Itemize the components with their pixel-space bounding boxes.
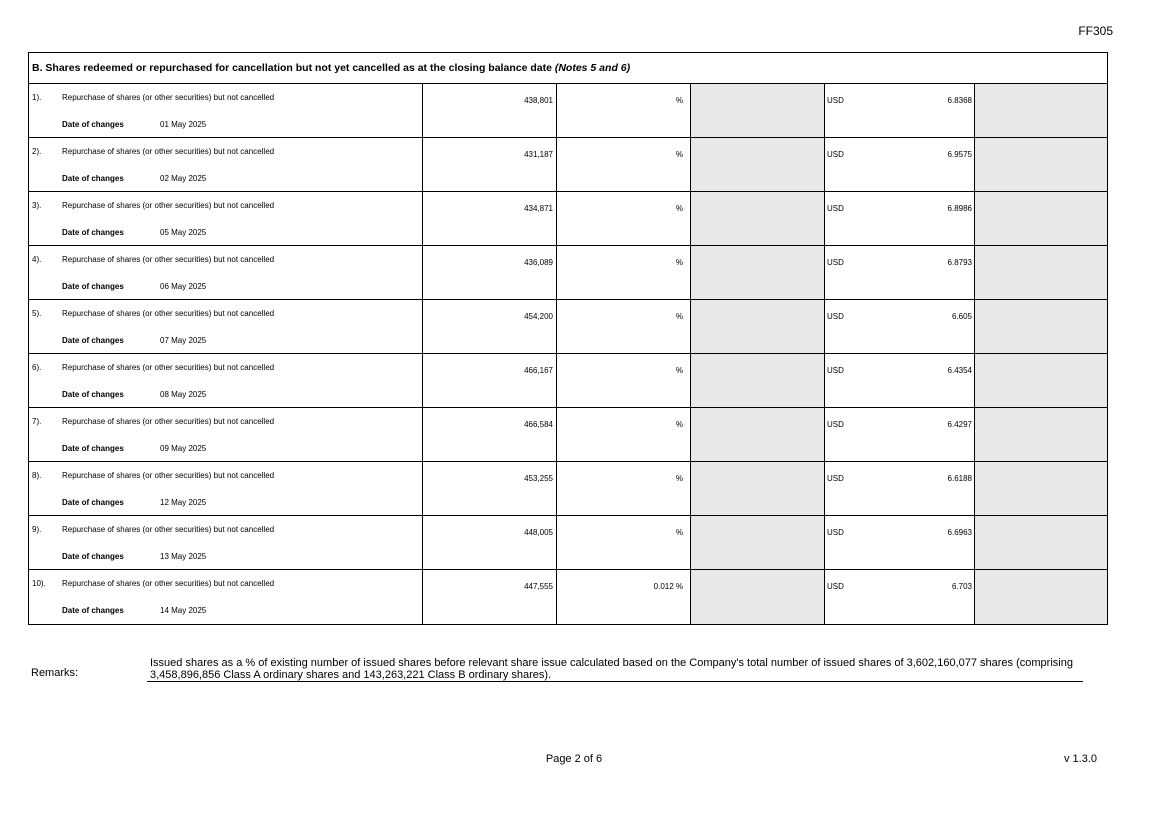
shares-value: 453,255 [524,474,553,483]
price-cell [825,570,975,624]
table-row [29,570,1107,624]
date-of-changes-value: 05 May 2025 [160,228,207,237]
description-cell [29,84,423,137]
table-row [29,84,1107,138]
currency-label: USD [827,204,844,213]
shaded-cell [691,84,825,137]
table-row [29,300,1107,354]
currency-label: USD [827,258,844,267]
date-of-changes-label: Date of changes [62,498,124,507]
price-value: 6.4354 [947,366,972,375]
shares-cell [423,570,557,624]
row-index: 8). [32,471,42,480]
description-cell [29,300,423,353]
row-description: Repurchase of shares (or other securities) but not cancelled [62,201,275,210]
shares-cell [423,408,557,461]
row-index: 7). [32,417,42,426]
percent-value: % [675,366,683,375]
description-cell [29,462,423,515]
price-cell [825,300,975,353]
table-row [29,354,1107,408]
percent-value: % [675,150,683,159]
date-of-changes-value: 09 May 2025 [160,444,207,453]
shares-value: 436,089 [524,258,553,267]
description-cell [29,138,423,191]
row-description: Repurchase of shares (or other securities) but not cancelled [62,309,275,318]
date-of-changes-label: Date of changes [62,120,124,129]
percent-cell [557,138,691,191]
price-value: 6.8986 [947,204,972,213]
date-of-changes-value: 13 May 2025 [160,552,207,561]
percent-value: % [675,474,683,483]
row-description: Repurchase of shares (or other securities) but not cancelled [62,471,275,480]
percent-cell [557,354,691,407]
row-description: Repurchase of shares (or other securities) but not cancelled [62,417,275,426]
section-title-notes: (Notes 5 and 6) [554,62,631,74]
shares-value: 448,005 [524,528,553,537]
date-of-changes-label: Date of changes [62,444,124,453]
shaded-cell [691,516,825,569]
percent-value: % [675,312,683,321]
form-code: FF305 [1078,24,1113,38]
percent-value: % [675,204,683,213]
price-value: 6.703 [951,582,972,591]
shares-cell [423,516,557,569]
shares-cell [423,192,557,245]
shaded-cell [975,246,1107,299]
shaded-cell [975,462,1107,515]
price-cell [825,138,975,191]
shaded-cell [975,84,1107,137]
price-value: 6.9575 [947,150,972,159]
section-title [29,53,1107,84]
shaded-cell [691,354,825,407]
shaded-cell [691,408,825,461]
description-cell [29,192,423,245]
row-description: Repurchase of shares (or other securities) but not cancelled [62,147,275,156]
price-cell [825,192,975,245]
price-value: 6.8368 [947,96,972,105]
row-index: 4). [32,255,42,264]
shaded-cell [975,300,1107,353]
percent-value: % [675,420,683,429]
percent-cell [557,84,691,137]
date-of-changes-label: Date of changes [62,174,124,183]
date-of-changes-label: Date of changes [62,228,124,237]
price-cell [825,246,975,299]
row-index: 1). [32,93,42,102]
shares-cell [423,246,557,299]
price-cell [825,516,975,569]
shares-cell [423,300,557,353]
remarks-text: Issued shares as a % of existing number of issued shares before relevant share issue calculated based on the Company's total number of issued shares of 3,602,160,077 shares (comprising 3,458,896,856 Class A ordinary shares and 143,263,221 Class B ordinary shares). [147,657,1083,682]
section-title-main: B. Shares redeemed or repurchased for cancellation but not yet cancelled as at the closing balance date [32,62,555,74]
shaded-cell [975,354,1107,407]
price-value: 6.6963 [947,528,972,537]
shaded-cell [691,300,825,353]
row-description: Repurchase of shares (or other securities) but not cancelled [62,363,275,372]
table-row [29,138,1107,192]
price-cell [825,408,975,461]
shaded-cell [975,192,1107,245]
row-index: 2). [32,147,42,156]
percent-value: % [675,96,683,105]
price-cell [825,462,975,515]
percent-cell [557,570,691,624]
date-of-changes-label: Date of changes [62,282,124,291]
currency-label: USD [827,150,844,159]
shares-value: 447,555 [524,582,553,591]
description-cell [29,354,423,407]
shaded-cell [691,462,825,515]
price-value: 6.8793 [947,258,972,267]
price-value: 6.6188 [947,474,972,483]
date-of-changes-value: 12 May 2025 [160,498,207,507]
shaded-cell [691,192,825,245]
description-cell [29,516,423,569]
table-row [29,462,1107,516]
row-description: Repurchase of shares (or other securities) but not cancelled [62,579,275,588]
shares-value: 438,801 [524,96,553,105]
row-index: 10). [32,579,46,588]
percent-cell [557,516,691,569]
percent-cell [557,300,691,353]
description-cell [29,246,423,299]
shaded-cell [691,138,825,191]
shares-cell [423,84,557,137]
table-row [29,246,1107,300]
price-cell [825,354,975,407]
price-value: 6.4297 [947,420,972,429]
shaded-cell [691,570,825,624]
row-description: Repurchase of shares (or other securities) but not cancelled [62,525,275,534]
shaded-cell [691,246,825,299]
shares-value: 434,871 [524,204,553,213]
date-of-changes-value: 01 May 2025 [160,120,207,129]
shares-cell [423,462,557,515]
shares-value: 454,200 [524,312,553,321]
shares-value: 466,167 [524,366,553,375]
row-description: Repurchase of shares (or other securities) but not cancelled [62,255,275,264]
price-cell [825,84,975,137]
row-description: Repurchase of shares (or other securities) but not cancelled [62,93,275,102]
shares-cell [423,138,557,191]
remarks-label: Remarks: [31,667,79,679]
row-index: 3). [32,201,42,210]
shaded-cell [975,570,1107,624]
row-index: 9). [32,525,42,534]
date-of-changes-label: Date of changes [62,336,124,345]
percent-cell [557,462,691,515]
percent-cell [557,192,691,245]
row-index: 6). [32,363,42,372]
currency-label: USD [827,474,844,483]
percent-cell [557,246,691,299]
shaded-cell [975,138,1107,191]
description-cell [29,570,423,624]
price-value: 6.605 [951,312,972,321]
date-of-changes-value: 14 May 2025 [160,606,207,615]
row-index: 5). [32,309,42,318]
shaded-cell [975,516,1107,569]
table-row [29,192,1107,246]
version-label: v 1.3.0 [1063,753,1097,765]
percent-cell [557,408,691,461]
date-of-changes-label: Date of changes [62,552,124,561]
table-row [29,516,1107,570]
currency-label: USD [827,420,844,429]
shares-value: 431,187 [524,150,553,159]
shares-cell [423,354,557,407]
shares-value: 466,584 [524,420,553,429]
currency-label: USD [827,312,844,321]
table-body [29,84,1107,624]
percent-value: % [675,258,683,267]
currency-label: USD [827,582,844,591]
date-of-changes-value: 07 May 2025 [160,336,207,345]
table-row [29,408,1107,462]
currency-label: USD [827,528,844,537]
percent-value: % [675,528,683,537]
repurchase-table [28,52,1108,625]
date-of-changes-value: 06 May 2025 [160,282,207,291]
percent-value: 0.012 % [653,582,683,591]
shaded-cell [975,408,1107,461]
currency-label: USD [827,96,844,105]
date-of-changes-label: Date of changes [62,390,124,399]
date-of-changes-value: 08 May 2025 [160,390,207,399]
date-of-changes-label: Date of changes [62,606,124,615]
date-of-changes-value: 02 May 2025 [160,174,207,183]
page-number: Page 2 of 6 [545,753,603,765]
currency-label: USD [827,366,844,375]
description-cell [29,408,423,461]
